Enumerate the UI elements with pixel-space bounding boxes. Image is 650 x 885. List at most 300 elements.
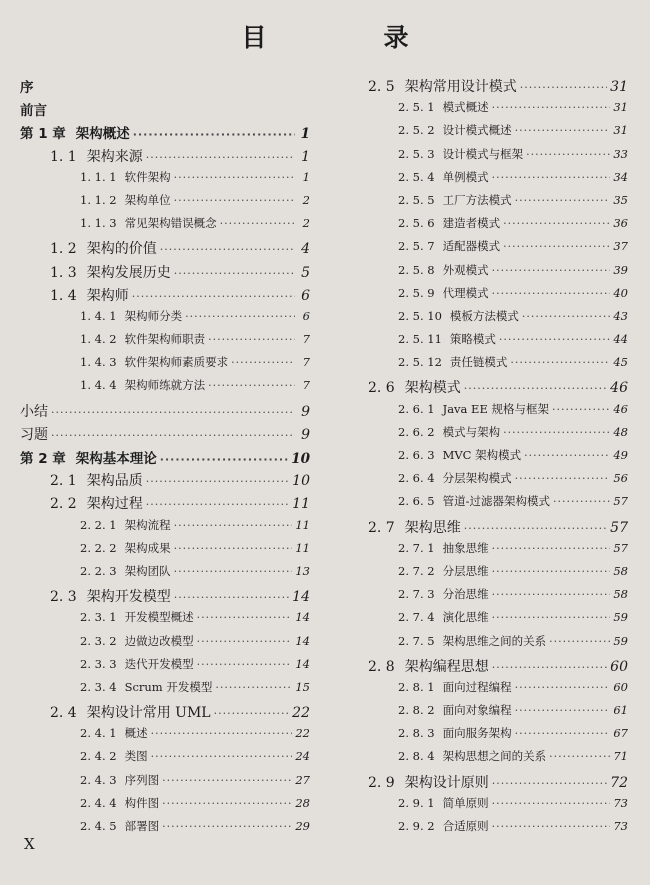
toc-entry[interactable] bbox=[20, 354, 310, 377]
toc-entry[interactable] bbox=[20, 169, 310, 192]
toc-entry-page: 10 bbox=[292, 473, 310, 490]
toc-entry-page: 22 bbox=[295, 726, 310, 741]
toc-entry[interactable] bbox=[368, 377, 628, 400]
toc-entry-number: 2. 4. 1 bbox=[80, 726, 117, 741]
toc-entry-label: 设计模式概述 bbox=[442, 123, 512, 138]
toc-entry-label: 合适原则 bbox=[442, 819, 489, 833]
toc-entry-page: 4 bbox=[301, 241, 310, 258]
leader-dots bbox=[515, 704, 611, 717]
toc-entry[interactable] bbox=[368, 331, 628, 354]
toc-entry[interactable] bbox=[368, 76, 628, 99]
toc-entry-label: 架构师 bbox=[86, 287, 129, 304]
toc-entry[interactable] bbox=[20, 192, 310, 215]
toc-entry[interactable] bbox=[20, 377, 310, 400]
toc-entry-label: 软件架构 bbox=[124, 169, 171, 184]
toc-entry-label: 分治思维 bbox=[442, 587, 489, 602]
toc-entry-number: 2. 3. 4 bbox=[80, 679, 117, 694]
toc-entry[interactable] bbox=[368, 169, 628, 192]
toc-entry-label: 架构模式 bbox=[404, 380, 461, 397]
leader-dots bbox=[174, 565, 293, 578]
toc-entry[interactable] bbox=[20, 725, 310, 748]
toc-entry-page: 57 bbox=[613, 540, 628, 555]
toc-entry-page: 49 bbox=[613, 448, 628, 462]
toc-entry[interactable] bbox=[368, 401, 628, 424]
toc-entry-page: 73 bbox=[613, 819, 628, 833]
toc-entry[interactable] bbox=[20, 99, 310, 122]
toc-entry-label: 分层思维 bbox=[442, 563, 489, 578]
toc-entry-number: 2. 5. 12 bbox=[398, 355, 442, 370]
toc-entry-number: 2. 5. 10 bbox=[398, 308, 442, 323]
toc-entry-label: 架构成果 bbox=[124, 540, 171, 555]
toc-entry-page: 29 bbox=[295, 819, 310, 833]
leader-dots bbox=[464, 522, 607, 535]
toc-entry-number: 2. 2. 2 bbox=[80, 540, 117, 555]
toc-entry[interactable] bbox=[20, 285, 310, 308]
toc-entry-number: 2. 2. 1 bbox=[80, 517, 117, 532]
leader-dots bbox=[162, 797, 292, 810]
toc-entry-number: 2. 5. 6 bbox=[398, 216, 435, 231]
leader-dots bbox=[231, 356, 295, 369]
leader-dots bbox=[174, 267, 295, 280]
toc-entry-page: 43 bbox=[613, 308, 628, 323]
toc-entry-label: 架构发展历史 bbox=[86, 264, 171, 281]
toc-entry-number: 1. 4. 1 bbox=[80, 308, 117, 323]
toc-entry[interactable] bbox=[20, 748, 310, 771]
toc-entry-number: 第 1 章 bbox=[20, 126, 66, 143]
leader-dots bbox=[549, 635, 610, 648]
toc-entry-number: 2. 7. 1 bbox=[398, 540, 435, 555]
toc-entry[interactable] bbox=[368, 818, 628, 841]
toc-entry-page: 1 bbox=[301, 148, 310, 165]
toc-entry-label: 模式与架构 bbox=[442, 424, 501, 439]
leader-dots bbox=[515, 124, 611, 137]
toc-entry-page: 6 bbox=[301, 287, 310, 304]
toc-entry-page: 34 bbox=[613, 169, 628, 184]
toc-entry-page: 73 bbox=[613, 795, 628, 810]
toc-entry-label: 外观模式 bbox=[442, 262, 489, 277]
toc-entry-page: 31 bbox=[613, 123, 628, 138]
toc-entry[interactable] bbox=[368, 285, 628, 308]
leader-dots bbox=[492, 287, 611, 300]
toc-entry[interactable] bbox=[20, 702, 310, 725]
toc-entry-number: 2. 8 bbox=[368, 658, 395, 675]
toc-entry[interactable] bbox=[368, 470, 628, 493]
toc-entry-number: 2. 3 bbox=[50, 589, 77, 606]
toc-entry[interactable] bbox=[368, 772, 628, 795]
toc-entry-number: 2. 7 bbox=[368, 519, 395, 536]
toc-entry-label: 架构概述 bbox=[75, 126, 130, 143]
leader-dots bbox=[510, 356, 610, 369]
toc-entry-number: 2. 8. 4 bbox=[398, 749, 435, 764]
toc-entry[interactable] bbox=[368, 238, 628, 261]
leader-dots bbox=[552, 403, 610, 416]
toc-entry-page: 11 bbox=[295, 540, 310, 555]
toc-entry[interactable] bbox=[368, 586, 628, 609]
toc-entry-label: 开发模型概述 bbox=[124, 610, 194, 625]
leader-dots bbox=[522, 310, 610, 323]
toc-entry-page: 14 bbox=[295, 610, 310, 625]
toc-entry-number: 2. 5. 2 bbox=[398, 123, 435, 138]
toc-entry-page: 7 bbox=[302, 355, 310, 370]
leader-dots bbox=[208, 379, 295, 392]
toc-entry-number: 1. 3 bbox=[50, 264, 77, 281]
toc-entry[interactable] bbox=[368, 656, 628, 679]
toc-entry-page: 9 bbox=[301, 426, 310, 443]
toc-entry[interactable] bbox=[20, 609, 310, 632]
toc-entry[interactable] bbox=[368, 99, 628, 122]
toc-entry-label: 抽象思维 bbox=[442, 540, 489, 555]
page-number: X bbox=[24, 835, 35, 853]
toc-entry-page: 15 bbox=[295, 679, 310, 694]
leader-dots bbox=[524, 449, 610, 462]
toc-entry-page: 57 bbox=[613, 494, 628, 509]
toc-entry[interactable] bbox=[368, 679, 628, 702]
leader-dots bbox=[520, 81, 607, 94]
toc-entry[interactable] bbox=[368, 633, 628, 656]
toc-entry[interactable] bbox=[20, 818, 310, 841]
toc-entry-label: 概述 bbox=[124, 726, 148, 741]
toc-entry-page: 31 bbox=[610, 79, 628, 95]
leader-dots bbox=[215, 681, 292, 694]
toc-entry-number: 2. 3. 2 bbox=[80, 633, 117, 648]
toc-entry-number: 2. 4. 4 bbox=[80, 795, 117, 810]
toc-entry-page: 11 bbox=[295, 517, 310, 532]
toc-entry[interactable] bbox=[368, 493, 628, 516]
toc-entry-page: 39 bbox=[613, 262, 628, 277]
toc-entry-number: 2. 5 bbox=[368, 79, 395, 95]
toc-entry-label: 架构来源 bbox=[86, 148, 143, 165]
toc-entry-page: 61 bbox=[613, 703, 628, 718]
toc-entry-number: 2. 2. 3 bbox=[80, 563, 117, 578]
toc-entry-number: 2. 8. 2 bbox=[398, 703, 435, 718]
toc-entry-number: 2. 5. 4 bbox=[398, 169, 435, 184]
toc-entry-number: 1. 1. 1 bbox=[80, 169, 117, 184]
toc-entry-label: 面向对象编程 bbox=[442, 703, 512, 718]
toc-entry-page: 33 bbox=[613, 146, 628, 161]
leader-dots bbox=[464, 382, 607, 395]
toc-entry[interactable] bbox=[20, 215, 310, 238]
toc-entry[interactable] bbox=[20, 401, 310, 424]
toc-entry[interactable] bbox=[20, 262, 310, 285]
toc-entry[interactable] bbox=[20, 563, 310, 586]
toc-entry[interactable] bbox=[20, 586, 310, 609]
leader-dots bbox=[549, 750, 610, 763]
toc-entry-label: 边做边改模型 bbox=[124, 633, 194, 648]
toc-entry-page: 37 bbox=[613, 239, 628, 254]
toc-entry[interactable] bbox=[20, 470, 310, 493]
toc-entry-page: 11 bbox=[292, 496, 310, 513]
toc-entry-page: 71 bbox=[613, 749, 628, 764]
toc-entry[interactable] bbox=[20, 656, 310, 679]
toc-entry-label: 代理模式 bbox=[442, 285, 489, 300]
toc-entry[interactable] bbox=[20, 679, 310, 702]
toc-entry-label: 序列图 bbox=[124, 772, 160, 787]
toc-entry-number: 2. 7. 4 bbox=[398, 610, 435, 625]
toc-entry[interactable] bbox=[368, 192, 628, 215]
toc-entry-number: 1. 4. 2 bbox=[80, 332, 117, 347]
toc-entry[interactable] bbox=[368, 609, 628, 632]
toc-entry-label: 架构师练就方法 bbox=[124, 378, 206, 393]
leader-dots bbox=[492, 777, 607, 790]
toc-entry-number: 1. 4. 3 bbox=[80, 355, 117, 370]
toc-entry-label: 小结 bbox=[20, 403, 48, 420]
toc-entry-label: 架构过程 bbox=[86, 496, 143, 513]
toc-entry-label: 策略模式 bbox=[449, 332, 496, 347]
toc-entry-page: 44 bbox=[613, 332, 628, 347]
toc-entry-page: 58 bbox=[613, 563, 628, 578]
leader-dots bbox=[515, 681, 611, 694]
toc-entry-number: 2. 2 bbox=[50, 496, 77, 513]
leader-dots bbox=[492, 588, 611, 601]
toc-entry[interactable] bbox=[20, 540, 310, 563]
leader-dots bbox=[492, 171, 611, 184]
toc-entry-label: 软件架构师职责 bbox=[124, 332, 206, 347]
leader-dots bbox=[515, 727, 611, 740]
toc-entry[interactable] bbox=[20, 76, 310, 99]
toc-entry-label: 部署图 bbox=[124, 819, 160, 833]
toc-entry-label: Scrum 开发模型 bbox=[124, 679, 213, 694]
toc-entry-page: 46 bbox=[613, 401, 628, 416]
toc-entry[interactable] bbox=[20, 447, 310, 470]
toc-entry[interactable] bbox=[20, 493, 310, 516]
toc-entry[interactable] bbox=[20, 633, 310, 656]
leader-dots bbox=[160, 243, 295, 256]
leader-dots bbox=[197, 611, 293, 624]
toc-entry-number: 2. 1 bbox=[50, 473, 77, 490]
toc-entry-label: 单例模式 bbox=[442, 169, 489, 184]
toc-entry[interactable] bbox=[368, 725, 628, 748]
toc-entry-number: 2. 9. 1 bbox=[398, 795, 435, 810]
toc-entry-number: 2. 3. 1 bbox=[80, 610, 117, 625]
toc-entry-page: 7 bbox=[302, 378, 310, 393]
toc-entry[interactable] bbox=[368, 540, 628, 563]
toc-entry[interactable] bbox=[368, 354, 628, 377]
toc-entry-number: 2. 6. 4 bbox=[398, 471, 435, 486]
toc-entry-label: 架构流程 bbox=[124, 517, 171, 532]
toc-entry-page: 14 bbox=[295, 633, 310, 648]
toc-entry-number: 2. 6 bbox=[368, 380, 395, 397]
toc-entry-page: 9 bbox=[301, 403, 310, 420]
toc-entry-number: 1. 4. 4 bbox=[80, 378, 117, 393]
toc-entry-page: 2 bbox=[302, 216, 310, 231]
toc-entry[interactable] bbox=[368, 424, 628, 447]
toc-entry-page: 72 bbox=[610, 774, 628, 791]
toc-entry-label: 模板方法模式 bbox=[449, 308, 519, 323]
toc-entry-label: 架构设计原则 bbox=[404, 774, 489, 791]
leader-dots bbox=[197, 658, 293, 671]
leader-dots bbox=[174, 591, 289, 604]
toc-entry-page: 7 bbox=[302, 332, 310, 347]
toc-entry-number: 1. 1. 2 bbox=[80, 192, 117, 207]
toc-entry-number: 第 2 章 bbox=[20, 451, 66, 467]
leader-dots bbox=[174, 171, 295, 184]
toc-entry[interactable] bbox=[368, 517, 628, 540]
toc-entry-label: 架构基本理论 bbox=[75, 451, 157, 467]
toc-entry-label: 架构师分类 bbox=[124, 308, 183, 323]
toc-entry-label: 架构团队 bbox=[124, 563, 171, 578]
leader-dots bbox=[174, 194, 295, 207]
toc-entry-number: 2. 4. 2 bbox=[80, 749, 117, 764]
toc-entry-page: 28 bbox=[295, 795, 310, 810]
toc-entry[interactable] bbox=[368, 795, 628, 818]
toc-entry[interactable] bbox=[20, 795, 310, 818]
toc-entry-page: 60 bbox=[613, 679, 628, 694]
toc-entry-label: 工厂方法模式 bbox=[442, 192, 512, 207]
leader-dots bbox=[492, 101, 611, 114]
toc-entry[interactable] bbox=[20, 122, 310, 145]
toc-entry-page: 1 bbox=[300, 126, 310, 143]
leader-dots bbox=[151, 727, 293, 740]
leader-dots bbox=[492, 797, 611, 810]
toc-entry-page: 27 bbox=[295, 772, 310, 787]
leader-dots bbox=[503, 426, 610, 439]
toc-entry[interactable] bbox=[20, 424, 310, 447]
toc-entry-label: 简单原则 bbox=[442, 795, 489, 810]
toc-entry-page: 59 bbox=[613, 610, 628, 625]
leader-dots bbox=[503, 240, 610, 253]
toc-entry-page: 22 bbox=[292, 705, 310, 722]
toc-entry[interactable] bbox=[368, 748, 628, 771]
toc-entry-number: 2. 5. 8 bbox=[398, 262, 435, 277]
toc-entry[interactable] bbox=[20, 517, 310, 540]
toc-entry-number: 2. 7. 2 bbox=[398, 563, 435, 578]
toc-right-column bbox=[368, 76, 628, 841]
toc-entry-label: 分层架构模式 bbox=[442, 471, 512, 486]
toc-entry-label: 架构思维 bbox=[404, 519, 461, 536]
leader-dots bbox=[492, 661, 607, 674]
toc-entry[interactable] bbox=[368, 146, 628, 169]
leader-dots bbox=[492, 820, 611, 833]
toc-entry-label: 类图 bbox=[124, 749, 148, 764]
leader-dots bbox=[515, 472, 611, 485]
toc-entry-page: 35 bbox=[613, 192, 628, 207]
leader-dots bbox=[162, 774, 292, 787]
toc-entry-number: 2. 9 bbox=[368, 774, 395, 791]
toc-entry-number: 2. 5. 5 bbox=[398, 192, 435, 207]
toc-entry-page: 6 bbox=[302, 308, 310, 323]
toc-entry[interactable] bbox=[368, 563, 628, 586]
toc-entry-label: MVC 架构模式 bbox=[442, 448, 522, 462]
toc-entry-number: 序 bbox=[20, 80, 34, 96]
toc-entry-page: 24 bbox=[295, 749, 310, 764]
toc-entry-number: 2. 8. 1 bbox=[398, 679, 435, 694]
toc-entry-label: 架构思维之间的关系 bbox=[442, 633, 547, 648]
toc-entry-number: 2. 7. 5 bbox=[398, 633, 435, 648]
toc-entry-label: 架构设计常用 UML bbox=[86, 705, 211, 722]
toc-entry-number: 1. 2 bbox=[50, 241, 77, 258]
leader-dots bbox=[162, 820, 292, 833]
leader-dots bbox=[185, 310, 295, 323]
toc-entry-page: 13 bbox=[295, 563, 310, 578]
toc-entry-label: 架构常用设计模式 bbox=[404, 79, 517, 95]
toc-entry-label: 架构品质 bbox=[86, 473, 143, 490]
toc-entry-number: 2. 4 bbox=[50, 705, 77, 722]
toc-entry[interactable] bbox=[368, 122, 628, 145]
toc-entry-number: 2. 5. 11 bbox=[398, 332, 442, 347]
toc-entry-number: 2. 6. 2 bbox=[398, 424, 435, 439]
toc-entry-number: 1. 4 bbox=[50, 287, 77, 304]
toc-entry-page: 46 bbox=[610, 380, 628, 397]
toc-entry-page: 2 bbox=[302, 192, 310, 207]
toc-entry[interactable] bbox=[20, 238, 310, 261]
toc-entry[interactable] bbox=[20, 146, 310, 169]
toc-entry[interactable] bbox=[20, 308, 310, 331]
toc-entry-page: 57 bbox=[610, 519, 628, 536]
toc-entry[interactable] bbox=[368, 215, 628, 238]
leader-dots bbox=[51, 406, 295, 419]
toc-entry-label: 责任链模式 bbox=[449, 355, 508, 370]
toc-entry-page: 67 bbox=[613, 726, 628, 741]
toc-entry-page: 56 bbox=[613, 471, 628, 486]
toc-entry-page: 60 bbox=[610, 658, 628, 675]
toc-entry-label: 架构单位 bbox=[124, 192, 171, 207]
toc-entry-number: 2. 9. 2 bbox=[398, 819, 435, 833]
toc-entry-page: 40 bbox=[613, 285, 628, 300]
toc-entry-number: 1. 1. 3 bbox=[80, 216, 117, 231]
toc-entry[interactable] bbox=[20, 331, 310, 354]
toc-entry-label: 架构开发模型 bbox=[86, 589, 171, 606]
toc-entry-label: 演化思维 bbox=[442, 610, 489, 625]
toc-entry-number: 2. 6. 1 bbox=[398, 401, 435, 416]
toc-entry-number: 2. 6. 3 bbox=[398, 448, 435, 462]
toc-entry[interactable] bbox=[368, 262, 628, 285]
leader-dots bbox=[51, 429, 295, 442]
leader-dots bbox=[208, 333, 295, 346]
toc-entry-label: 适配器模式 bbox=[442, 239, 501, 254]
toc-entry-label: 架构编程思想 bbox=[404, 658, 489, 675]
toc-entry-number: 2. 3. 3 bbox=[80, 656, 117, 671]
leader-dots bbox=[197, 635, 293, 648]
toc-entry-page: 1 bbox=[302, 169, 310, 184]
toc-entry-page: 59 bbox=[613, 633, 628, 648]
toc-entry-label: 模式概述 bbox=[442, 100, 489, 115]
leader-dots bbox=[220, 217, 295, 230]
leader-dots bbox=[553, 495, 610, 508]
leader-dots bbox=[132, 290, 295, 303]
toc-entry-number: 2. 7. 3 bbox=[398, 587, 435, 602]
toc-entry-label: 常见架构错误概念 bbox=[124, 216, 217, 231]
toc-entry[interactable] bbox=[368, 447, 628, 470]
leader-dots bbox=[492, 611, 611, 624]
toc-entry-label: 管道-过滤器架构模式 bbox=[442, 494, 550, 509]
leader-dots bbox=[515, 194, 611, 207]
toc-entry[interactable] bbox=[368, 308, 628, 331]
toc-entry-number: 2. 5. 7 bbox=[398, 239, 435, 254]
toc-entry-label: 架构思想之间的关系 bbox=[442, 749, 547, 764]
leader-dots bbox=[492, 542, 611, 555]
leader-dots bbox=[151, 750, 293, 763]
toc-entry-label: Java EE 规格与框架 bbox=[442, 401, 549, 416]
toc-entry-page: 36 bbox=[613, 216, 628, 231]
leader-dots bbox=[160, 453, 288, 466]
leader-dots bbox=[492, 565, 611, 578]
leader-dots bbox=[146, 498, 289, 511]
toc-entry[interactable] bbox=[368, 702, 628, 725]
toc-entry-label: 面向过程编程 bbox=[442, 679, 512, 694]
leader-dots bbox=[174, 542, 293, 555]
toc-entry-number: 2. 4. 5 bbox=[80, 819, 117, 833]
toc-entry-number: 2. 5. 1 bbox=[398, 100, 435, 115]
toc-entry-page: 48 bbox=[613, 424, 628, 439]
toc-entry-label: 习题 bbox=[20, 426, 48, 443]
toc-entry-label: 建造者模式 bbox=[442, 216, 501, 231]
toc-entry[interactable] bbox=[20, 772, 310, 795]
leader-dots bbox=[503, 217, 610, 230]
toc-entry-page: 31 bbox=[613, 100, 628, 115]
leader-dots bbox=[146, 151, 295, 164]
toc-entry-page: 10 bbox=[291, 451, 310, 467]
toc-entry-label: 软件架构师素质要求 bbox=[124, 355, 229, 370]
